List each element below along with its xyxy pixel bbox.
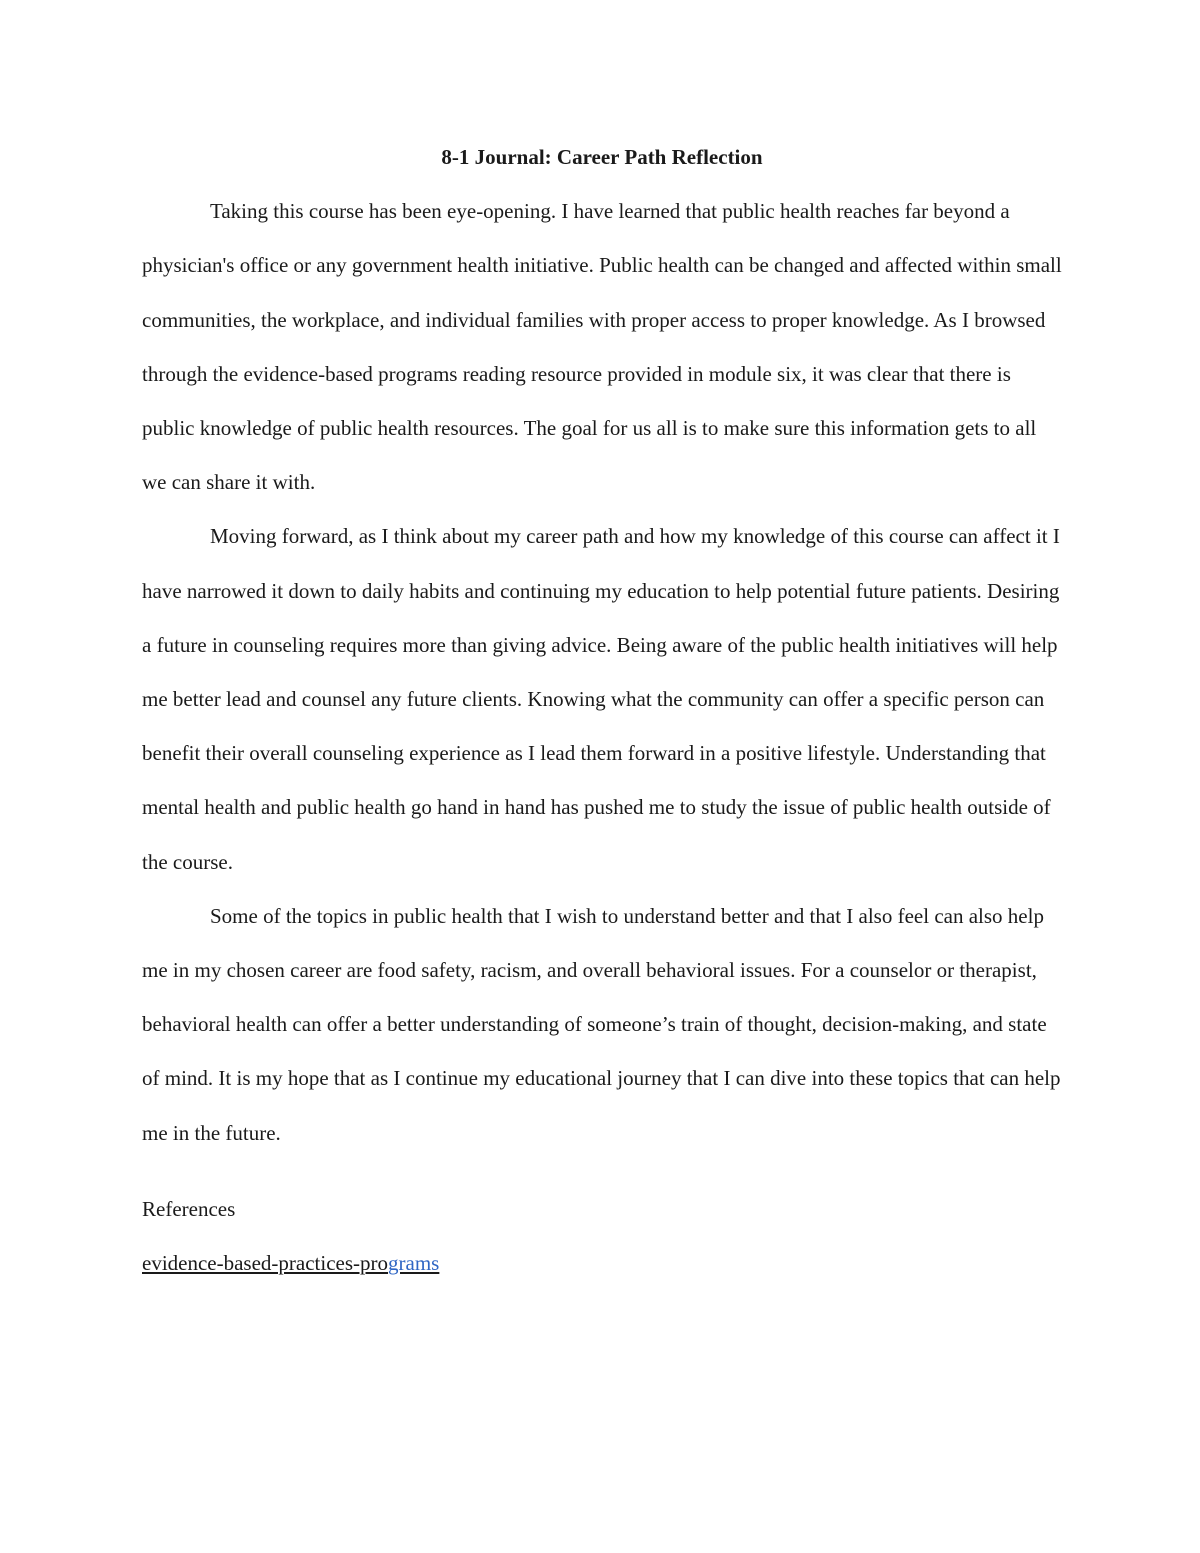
paragraph-3: Some of the topics in public health that I wish to understand better and that I also feel can also help me in my chosen career are food safety, racism, and overall behavioral issues. For a counselor or therapist, behavioral health can offer a better understanding of someone’s train of thought, decision-making, and state of mind. It is my hope that as I continue my educational journey that I can dive into these topics that can help me in the future.	[142, 903, 1061, 1145]
paragraph-2: Moving forward, as I think about my career path and how my knowledge of this course can affect it I have narrowed it down to daily habits and continuing my education to help potential future patients. Desiring a future in counseling requires more than giving advice. Being aware of the public health initiatives will help me better lead and counsel any future clients. Knowing what the community can offer a specific person can benefit their overall counseling experience as I lead them forward in a positive lifestyle. Understanding that mental health and public health go hand in hand has pushed me to study the issue of public health outside of the course.	[142, 524, 1060, 874]
references-heading: References	[142, 1196, 236, 1221]
paragraph-1: Taking this course has been eye-opening. I have learned that public health reaches far beyond a physician's office or any government health initiative. Public health can be changed and affected within small communities, the workplace, and individual families with proper access to proper knowledge. As I browsed through the evidence-based programs reading resource provided in module six, it was clear that there is public knowledge of public health resources. The goal for us all is to make sure this information gets to all we can share it with.	[142, 199, 1062, 495]
reference-link[interactable]	[142, 1236, 1062, 1290]
document-body	[142, 130, 1062, 1290]
document-title: 8-1 Journal: Career Path Reflection	[441, 145, 763, 169]
reference-link-text-start[interactable]: evidence-based-practices-pro	[142, 1251, 389, 1276]
reference-link-text-end[interactable]: grams	[388, 1251, 440, 1276]
